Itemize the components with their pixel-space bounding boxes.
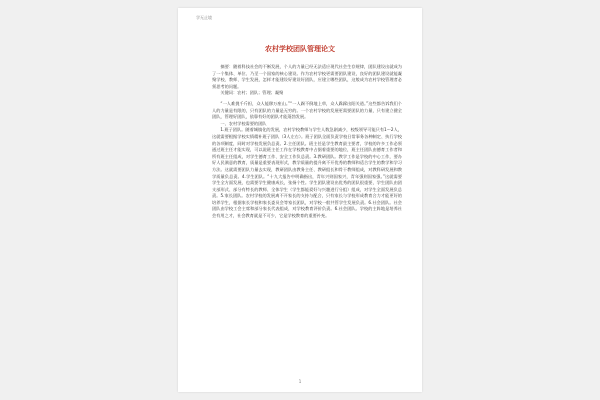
section-heading: 一、农村学校需要的团队 — [220, 120, 267, 126]
document-title: 农村学校团队管理论文 — [265, 45, 335, 53]
page-number: 1 — [298, 379, 302, 384]
header-label: 学无止境 — [196, 15, 212, 20]
body-paragraph: 1.班子团队。随着城镇化的发展，农村学校教师与学生人数急剧减少，校级领导可能只有1～2人，这就需要根据学校实情精补班子团队（3人左右）。班子团队全面负责学校日常事务各种制定、执行学校的各项制度，同时对学校发展负总责。2.主任团队。班主任是学生教育最主要者，学校的许多工作必须通过班主任才能实现，可以说班主任工作在学校教育中占据着重要的地位，班主任团队由德育工作者和所有班主任组成，对学生德育工作、安全工作负总责。3.教研团队。教学工作是学校的中心工作，要办好人民满意的教育，质量是重要表现形式，教学质量的提升离不开优秀的教师和适合学生的教学和学习方法。这就需要团队力量去实现，教研团队由教务主任、教研组长和骨干教师组成，对教科研发展和教学质量负总责。4.学生团队。“十九大报告中明确指出，青年兴则国家兴，青年强则国家强。”这就需要学生全方面发展，也需要学生健康成长，张扬个性。学生团队建设出优秀的团队很重要，学生团队由团支部形式、部分有特长的教师、全体学生（学生都能爱好与兴趣进行分组）组成，对学生全面发展负总责。5.家长团队。农村学校的发展离不开家长的支持与配合，只有家长与学校形成教育合力才能更好的培养学生，根据家长学校和家长委员会等家长团队，对学校一般共管学生发展负责。6.社会团队。社会团队由学校工会主席和部分家长代表组成，对学校教育评价负责。6.社会团队。学校的主阵地是培养社会有用之才，社会教育就是不可少，它是学校教育的重要补充。 — [212, 127, 402, 219]
document-body — [212, 64, 402, 220]
keywords-paragraph: 关键词：农村；团队；管理；凝聚 — [220, 90, 284, 96]
intro-paragraph: “一人难挑千斤担，众人能移万座山。”“一人踢不倒地上草，众人跺跺出阳关道。”这些都告诉我们个人的力量是有限的，只有团队的力量是无穷的。一个农村学校的发展更需要团队的力量，只有建立健全团队，管理好团队，依靠有好的团队才能蓬勃发展。 — [212, 100, 402, 120]
document-page — [178, 8, 422, 392]
abstract-paragraph: 摘要：随着科技社会的不断发展，个人的力量已经无法适应现代社会生存规律，团队建设出就成为了一个集体、单位、乃至一个国家的核心建设。作为农村学校更需要团队建设，良好的团队建设就能凝聚学校、教师、学生发展，怎样才能建设好建设好团队，应建立哪些团队，这般成为农村学校管理者必须思考的问题。 — [212, 64, 402, 89]
